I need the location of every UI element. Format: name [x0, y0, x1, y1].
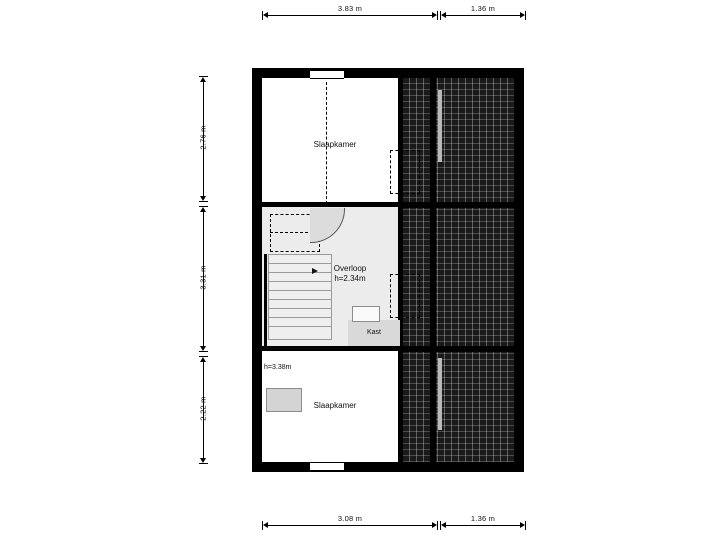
- dimension-line: [268, 3, 432, 16]
- room-name: Slaapkamer: [313, 140, 357, 149]
- room-name: Slaapkamer: [313, 401, 357, 410]
- wall-horizontal-upper: [402, 202, 514, 208]
- wall-vertical-center: [398, 78, 403, 462]
- staircase: [268, 254, 330, 338]
- dimension-label: 1.36 m: [470, 513, 496, 523]
- room-label-bedroom-bottom: [290, 401, 380, 411]
- dimension-cap: [199, 201, 208, 202]
- knee-wall-dashed-top: [390, 150, 420, 194]
- dimension-label: 2.76 m: [198, 125, 208, 150]
- dimension-line: [446, 513, 520, 526]
- room-name: Overloop: [333, 264, 367, 273]
- dimension-cap: [437, 521, 438, 530]
- dimension-bottom-left: [262, 513, 438, 532]
- wall-horizontal-lower: [402, 346, 514, 352]
- dimension-label: 3.31 m: [198, 265, 208, 290]
- dimension-left-bottom: [196, 356, 210, 464]
- room-label-bedroom-top: [290, 140, 380, 150]
- dimension-label: 1.36 m: [470, 3, 496, 13]
- dimension-cap: [525, 521, 526, 530]
- dimension-cap: [199, 463, 208, 464]
- dimension-cap: [437, 11, 438, 20]
- floorplan-body: [252, 68, 524, 472]
- knee-wall-dashed-mid: [390, 274, 420, 318]
- dimension-left-top: [196, 76, 210, 202]
- dimension-cap: [525, 11, 526, 20]
- room-name: Kast: [366, 329, 381, 336]
- dimension-label: 3.83 m: [337, 3, 363, 13]
- height-value: h=3.38m: [264, 364, 292, 371]
- dimension-line: [446, 3, 520, 16]
- dimension-bottom-right: [440, 513, 526, 532]
- room-height-note-bedroom-bottom: [264, 364, 314, 373]
- roof-strip-1: [438, 90, 442, 162]
- window-bottom: [310, 462, 344, 471]
- dimension-cap: [199, 351, 208, 352]
- furniture-desk: [266, 388, 302, 412]
- dimension-label: 3.08 m: [337, 513, 363, 523]
- stair-direction-arrow: [312, 268, 318, 274]
- roof-strip-3: [438, 358, 442, 430]
- roof-hatch-area: [402, 78, 514, 462]
- wall-vertical-roof: [430, 78, 436, 462]
- dimension-label: 2.22 m: [198, 396, 208, 421]
- dimension-left-mid: [196, 206, 210, 352]
- dimension-top-left: [262, 3, 438, 22]
- room-label-closet: [348, 329, 400, 338]
- stair-tread: [268, 326, 332, 340]
- dimension-top-right: [440, 3, 526, 22]
- stairwell-edge: [264, 254, 267, 366]
- closet-fixture: [352, 306, 380, 322]
- room-height-note: h=2.34m: [334, 274, 366, 283]
- dimension-line: [268, 513, 432, 526]
- window-top: [310, 70, 344, 79]
